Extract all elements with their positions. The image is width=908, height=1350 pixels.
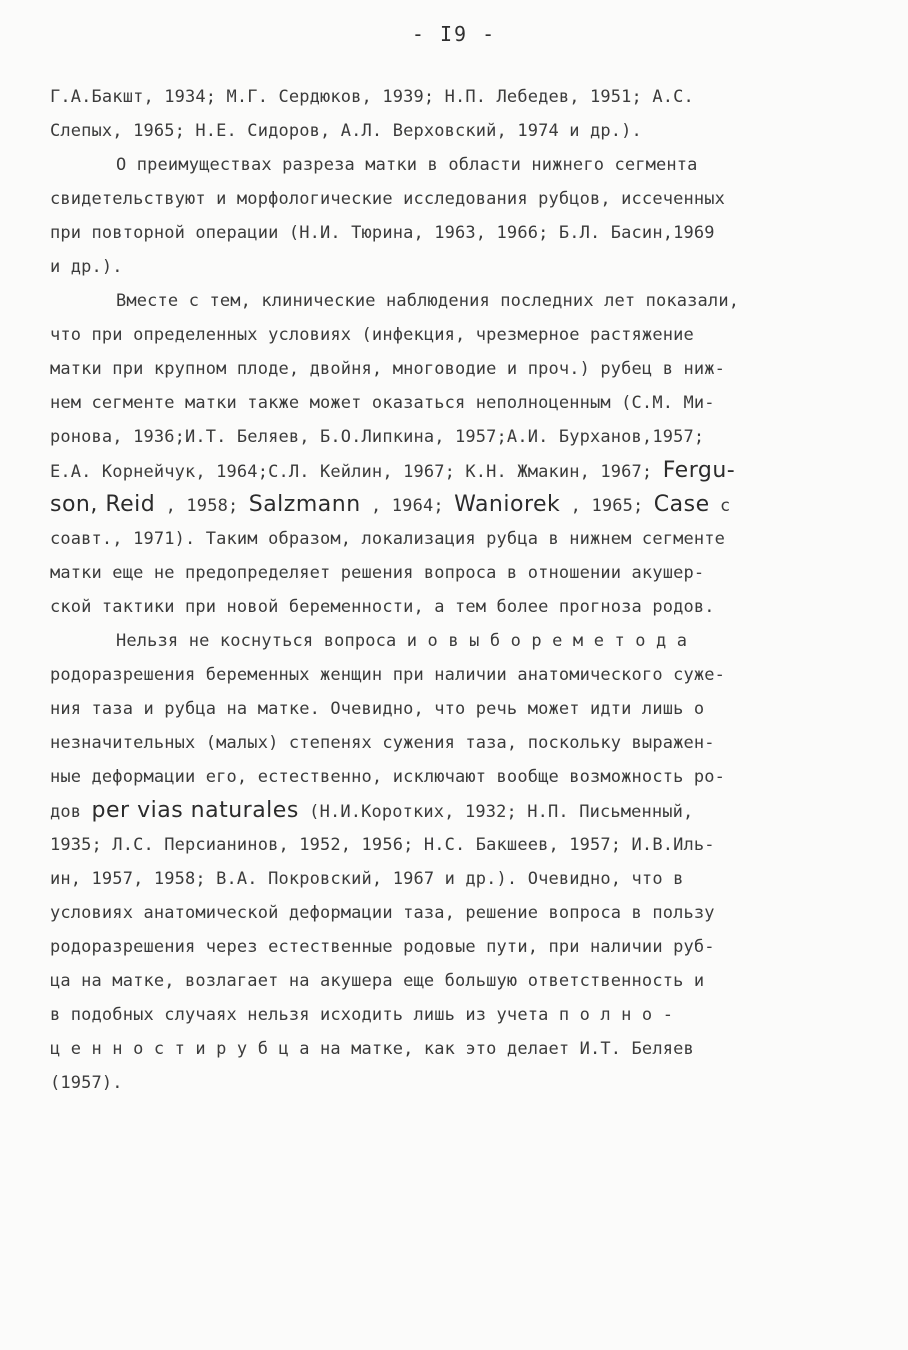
text-line	[50, 964, 870, 998]
typed-text: ской тактики при новой беременности, а тем более прогноза родов.	[50, 597, 715, 617]
typed-text: что при определенных условиях (инфекция, чрезмерное растяжение	[50, 325, 694, 345]
typed-text: (Н.И.Коротких, 1932; Н.П. Письменный,	[298, 802, 694, 822]
text-line	[50, 862, 870, 896]
text-line	[50, 80, 870, 114]
text-line	[50, 692, 870, 726]
typed-text: , 1958;	[155, 496, 249, 516]
typed-text: с	[709, 496, 731, 516]
text-line	[50, 794, 870, 828]
handwritten-insert: Case	[653, 492, 710, 517]
text-line	[50, 658, 870, 692]
typed-text: нем сегменте матки также может оказаться неполноценным (С.М. Ми-	[50, 393, 715, 413]
typed-text: О преимуществах разреза матки в области нижнего сегмента	[116, 155, 698, 175]
document-body	[50, 80, 870, 1100]
text-line	[50, 420, 870, 454]
typed-text: Нельзя не коснуться вопроса и о в ы б о р е м е т о д а	[116, 631, 688, 651]
typed-text: матки при крупном плоде, двойня, многоводие и проч.) рубец в ниж-	[50, 359, 726, 379]
typed-text: матки еще не предопределяет решения вопроса в отношении акушер-	[50, 563, 705, 583]
typed-text: родоразрешения через естественные родовые пути, при наличии руб-	[50, 937, 715, 957]
handwritten-insert: son, Reid	[50, 492, 156, 517]
text-line	[50, 998, 870, 1032]
typed-text: дов	[50, 802, 92, 822]
text-line	[50, 114, 870, 148]
text-line	[50, 318, 870, 352]
text-line	[50, 250, 870, 284]
typed-text: условиях анатомической деформации таза, решение вопроса в пользу	[50, 903, 715, 923]
text-line	[50, 488, 870, 522]
text-line	[50, 1032, 870, 1066]
typed-text: незначительных (малых) степенях сужения таза, поскольку выражен-	[50, 733, 715, 753]
text-line	[50, 896, 870, 930]
text-line	[50, 760, 870, 794]
text-line	[50, 216, 870, 250]
text-line	[50, 352, 870, 386]
typed-text: 1935; Л.С. Персианинов, 1952, 1956; Н.С. Бакшеев, 1957; И.В.Иль-	[50, 835, 715, 855]
text-line	[50, 454, 870, 488]
typed-text: Е.А. Корнейчук, 1964;С.Л. Кейлин, 1967; К.Н. Жмакин, 1967;	[50, 462, 663, 482]
typed-text: и др.).	[50, 257, 123, 277]
text-line	[50, 590, 870, 624]
typed-text: ин, 1957, 1958; В.А. Покровский, 1967 и др.). Очевидно, что в	[50, 869, 684, 889]
typed-text: , 1965;	[560, 496, 654, 516]
text-line	[50, 624, 870, 658]
handwritten-insert: per vias naturales	[91, 798, 299, 823]
handwritten-insert: Salzmann	[248, 492, 361, 517]
typed-text: Г.А.Бакшт, 1934; М.Г. Сердюков, 1939; Н.П. Лебедев, 1951; А.С.	[50, 87, 694, 107]
page-number: - I9 -	[411, 22, 497, 46]
typed-text: ные деформации его, естественно, исключают вообще возможность ро-	[50, 767, 726, 787]
text-line	[50, 726, 870, 760]
typed-text: Вместе с тем, клинические наблюдения последних лет показали,	[116, 291, 740, 311]
text-line	[50, 930, 870, 964]
text-line	[50, 828, 870, 862]
text-line	[50, 284, 870, 318]
typed-text: при повторной операции (Н.И. Тюрина, 1963, 1966; Б.Л. Басин,1969	[50, 223, 715, 243]
typed-text: свидетельствуют и морфологические исследования рубцов, иссеченных	[50, 189, 726, 209]
text-line	[50, 522, 870, 556]
typed-text: соавт., 1971). Таким образом, локализация рубца в нижнем сегменте	[50, 529, 726, 549]
typed-text: (1957).	[50, 1073, 123, 1093]
text-line	[50, 1066, 870, 1100]
handwritten-insert: Waniorek	[454, 492, 561, 517]
typed-text: , 1964;	[360, 496, 455, 516]
handwritten-insert: Fergu-	[662, 458, 736, 483]
text-line	[50, 386, 870, 420]
typed-text: ц е н н о с т и р у б ц а на матке, как это делает И.Т. Беляев	[50, 1039, 694, 1059]
text-line	[50, 182, 870, 216]
typed-text: ца на матке, возлагает на акушера еще большую ответственность и	[50, 971, 705, 991]
typed-text: ния таза и рубца на матке. Очевидно, что речь может идти лишь о	[50, 699, 705, 719]
text-line	[50, 556, 870, 590]
typed-text: ронова, 1936;И.Т. Беляев, Б.О.Липкина, 1957;А.И. Бурханов,1957;	[50, 427, 705, 447]
text-line	[50, 148, 870, 182]
typed-text: Слепых, 1965; Н.Е. Сидоров, А.Л. Верховский, 1974 и др.).	[50, 121, 642, 141]
typed-text: родоразрешения беременных женщин при наличии анатомического суже-	[50, 665, 726, 685]
typed-text: в подобных случаях нельзя исходить лишь из учета п о л н о -	[50, 1005, 674, 1025]
